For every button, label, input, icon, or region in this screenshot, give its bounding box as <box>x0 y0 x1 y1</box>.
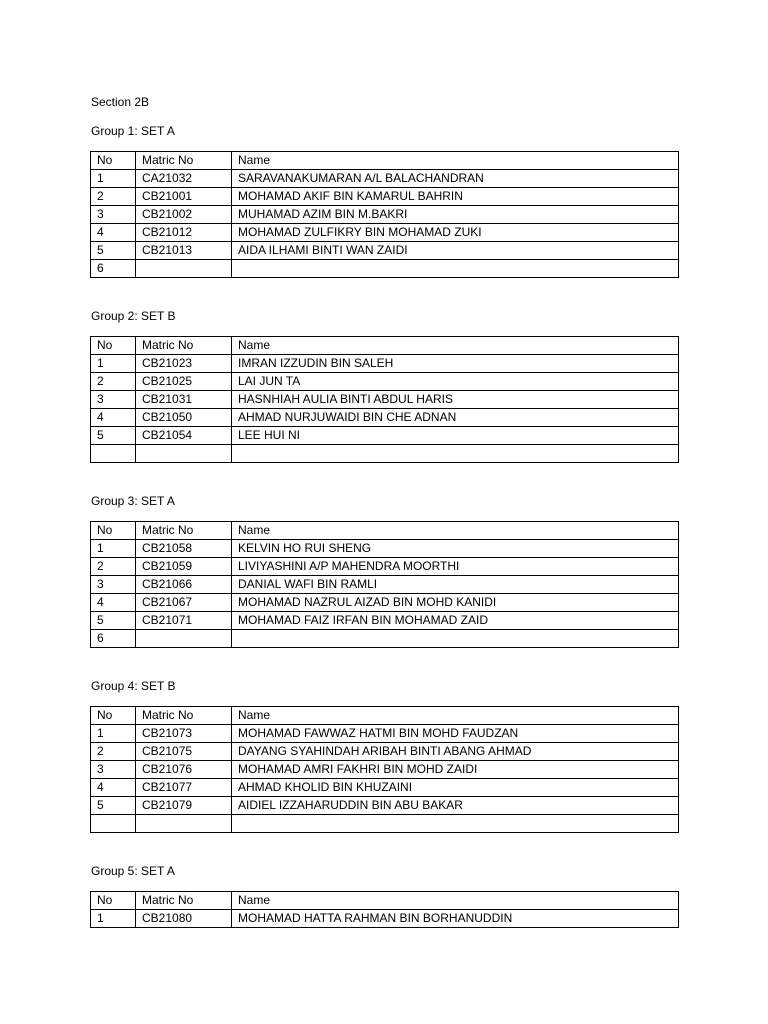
table-row <box>91 188 679 206</box>
table-row <box>91 391 679 409</box>
cell-name: MOHAMAD ZULFIKRY BIN MOHAMAD ZUKI <box>232 224 679 242</box>
cell-name: DAYANG SYAHINDAH ARIBAH BINTI ABANG AHMAD <box>232 743 679 761</box>
table-row <box>91 743 679 761</box>
cell-matric: CA21032 <box>136 170 232 188</box>
cell-matric: CB21073 <box>136 725 232 743</box>
cell-no: 1 <box>91 725 136 743</box>
header-name: Name <box>232 892 679 910</box>
header-no: No <box>91 337 136 355</box>
cell-no: 6 <box>91 260 136 278</box>
cell-no: 4 <box>91 779 136 797</box>
cell-matric: CB21066 <box>136 576 232 594</box>
cell-name: LAI JUN TA <box>232 373 679 391</box>
header-name: Name <box>232 337 679 355</box>
cell-no: 1 <box>91 540 136 558</box>
header-name: Name <box>232 522 679 540</box>
table-row <box>91 725 679 743</box>
cell-no: 3 <box>91 206 136 224</box>
header-no: No <box>91 892 136 910</box>
cell-no: 5 <box>91 612 136 630</box>
group-1-table <box>90 151 679 278</box>
cell-matric: CB21080 <box>136 910 232 928</box>
cell-name: AIDIEL IZZAHARUDDIN BIN ABU BAKAR <box>232 797 679 815</box>
cell-name: MOHAMAD FAWWAZ HATMI BIN MOHD FAUDZAN <box>232 725 679 743</box>
header-no: No <box>91 522 136 540</box>
table-row <box>91 427 679 445</box>
cell-matric: CB21012 <box>136 224 232 242</box>
header-no: No <box>91 707 136 725</box>
cell-name: MOHAMAD NAZRUL AIZAD BIN MOHD KANIDI <box>232 594 679 612</box>
table-row <box>91 260 679 278</box>
table-row <box>91 224 679 242</box>
table-row <box>91 612 679 630</box>
cell-name: LIVIYASHINI A/P MAHENDRA MOORTHI <box>232 558 679 576</box>
header-name: Name <box>232 152 679 170</box>
cell-no: 1 <box>91 910 136 928</box>
cell-no: 2 <box>91 558 136 576</box>
cell-matric <box>136 815 232 833</box>
cell-no: 6 <box>91 630 136 648</box>
table-row <box>91 373 679 391</box>
table-row <box>91 576 679 594</box>
group-5-table <box>90 891 679 928</box>
section-title: Section 2B <box>91 95 150 109</box>
table-row <box>91 409 679 427</box>
cell-name: SARAVANAKUMARAN A/L BALACHANDRAN <box>232 170 679 188</box>
group-2-heading: Group 2: SET B <box>91 309 176 323</box>
table-row <box>91 206 679 224</box>
cell-no: 2 <box>91 188 136 206</box>
table-row <box>91 355 679 373</box>
cell-no: 3 <box>91 576 136 594</box>
header-name: Name <box>232 707 679 725</box>
cell-no <box>91 815 136 833</box>
cell-name: AHMAD KHOLID BIN KHUZAINI <box>232 779 679 797</box>
group-4-heading: Group 4: SET B <box>91 679 176 693</box>
table-row <box>91 797 679 815</box>
cell-name <box>232 815 679 833</box>
cell-matric <box>136 260 232 278</box>
cell-matric: CB21077 <box>136 779 232 797</box>
header-matric: Matric No <box>136 707 232 725</box>
cell-name <box>232 445 679 463</box>
cell-no <box>91 445 136 463</box>
cell-no: 1 <box>91 170 136 188</box>
cell-matric: CB21075 <box>136 743 232 761</box>
table-row <box>91 540 679 558</box>
cell-no: 5 <box>91 427 136 445</box>
table-header-row <box>91 892 679 910</box>
cell-no: 3 <box>91 761 136 779</box>
cell-no: 4 <box>91 409 136 427</box>
cell-matric: CB21067 <box>136 594 232 612</box>
header-matric: Matric No <box>136 892 232 910</box>
cell-name: AIDA ILHAMI BINTI WAN ZAIDI <box>232 242 679 260</box>
group-4-table <box>90 706 679 833</box>
cell-no: 5 <box>91 242 136 260</box>
cell-matric: CB21071 <box>136 612 232 630</box>
cell-name: MOHAMAD FAIZ IRFAN BIN MOHAMAD ZAID <box>232 612 679 630</box>
cell-name: HASNHIAH AULIA BINTI ABDUL HARIS <box>232 391 679 409</box>
table-row <box>91 242 679 260</box>
group-1-heading: Group 1: SET A <box>91 124 175 138</box>
table-row <box>91 445 679 463</box>
cell-name: DANIAL WAFI BIN RAMLI <box>232 576 679 594</box>
table-row <box>91 779 679 797</box>
cell-no: 2 <box>91 373 136 391</box>
cell-name: LEE HUI NI <box>232 427 679 445</box>
table-header-row <box>91 707 679 725</box>
cell-matric <box>136 630 232 648</box>
cell-matric: CB21002 <box>136 206 232 224</box>
table-row <box>91 170 679 188</box>
table-row <box>91 594 679 612</box>
cell-name: IMRAN IZZUDIN BIN SALEH <box>232 355 679 373</box>
cell-name: MOHAMAD HATTA RAHMAN BIN BORHANUDDIN <box>232 910 679 928</box>
cell-matric: CB21058 <box>136 540 232 558</box>
table-header-row <box>91 152 679 170</box>
header-matric: Matric No <box>136 152 232 170</box>
table-row <box>91 815 679 833</box>
table-row <box>91 558 679 576</box>
cell-name <box>232 260 679 278</box>
header-matric: Matric No <box>136 337 232 355</box>
table-row <box>91 630 679 648</box>
table-header-row <box>91 337 679 355</box>
cell-no: 4 <box>91 224 136 242</box>
table-row <box>91 910 679 928</box>
cell-no: 2 <box>91 743 136 761</box>
cell-matric: CB21076 <box>136 761 232 779</box>
group-5-heading: Group 5: SET A <box>91 864 175 878</box>
cell-no: 1 <box>91 355 136 373</box>
cell-matric: CB21001 <box>136 188 232 206</box>
group-2-table <box>90 336 679 463</box>
cell-matric: CB21031 <box>136 391 232 409</box>
cell-no: 4 <box>91 594 136 612</box>
cell-no: 3 <box>91 391 136 409</box>
cell-matric: CB21013 <box>136 242 232 260</box>
cell-name <box>232 630 679 648</box>
cell-name: MOHAMAD AMRI FAKHRI BIN MOHD ZAIDI <box>232 761 679 779</box>
cell-matric: CB21025 <box>136 373 232 391</box>
cell-matric: CB21050 <box>136 409 232 427</box>
cell-name: AHMAD NURJUWAIDI BIN CHE ADNAN <box>232 409 679 427</box>
group-3-table <box>90 521 679 648</box>
cell-matric <box>136 445 232 463</box>
header-no: No <box>91 152 136 170</box>
cell-matric: CB21023 <box>136 355 232 373</box>
cell-matric: CB21054 <box>136 427 232 445</box>
group-3-heading: Group 3: SET A <box>91 494 175 508</box>
cell-name: KELVIN HO RUI SHENG <box>232 540 679 558</box>
header-matric: Matric No <box>136 522 232 540</box>
table-row <box>91 761 679 779</box>
cell-name: MOHAMAD AKIF BIN KAMARUL BAHRIN <box>232 188 679 206</box>
table-header-row <box>91 522 679 540</box>
cell-matric: CB21079 <box>136 797 232 815</box>
cell-name: MUHAMAD AZIM BIN M.BAKRI <box>232 206 679 224</box>
cell-no: 5 <box>91 797 136 815</box>
cell-matric: CB21059 <box>136 558 232 576</box>
